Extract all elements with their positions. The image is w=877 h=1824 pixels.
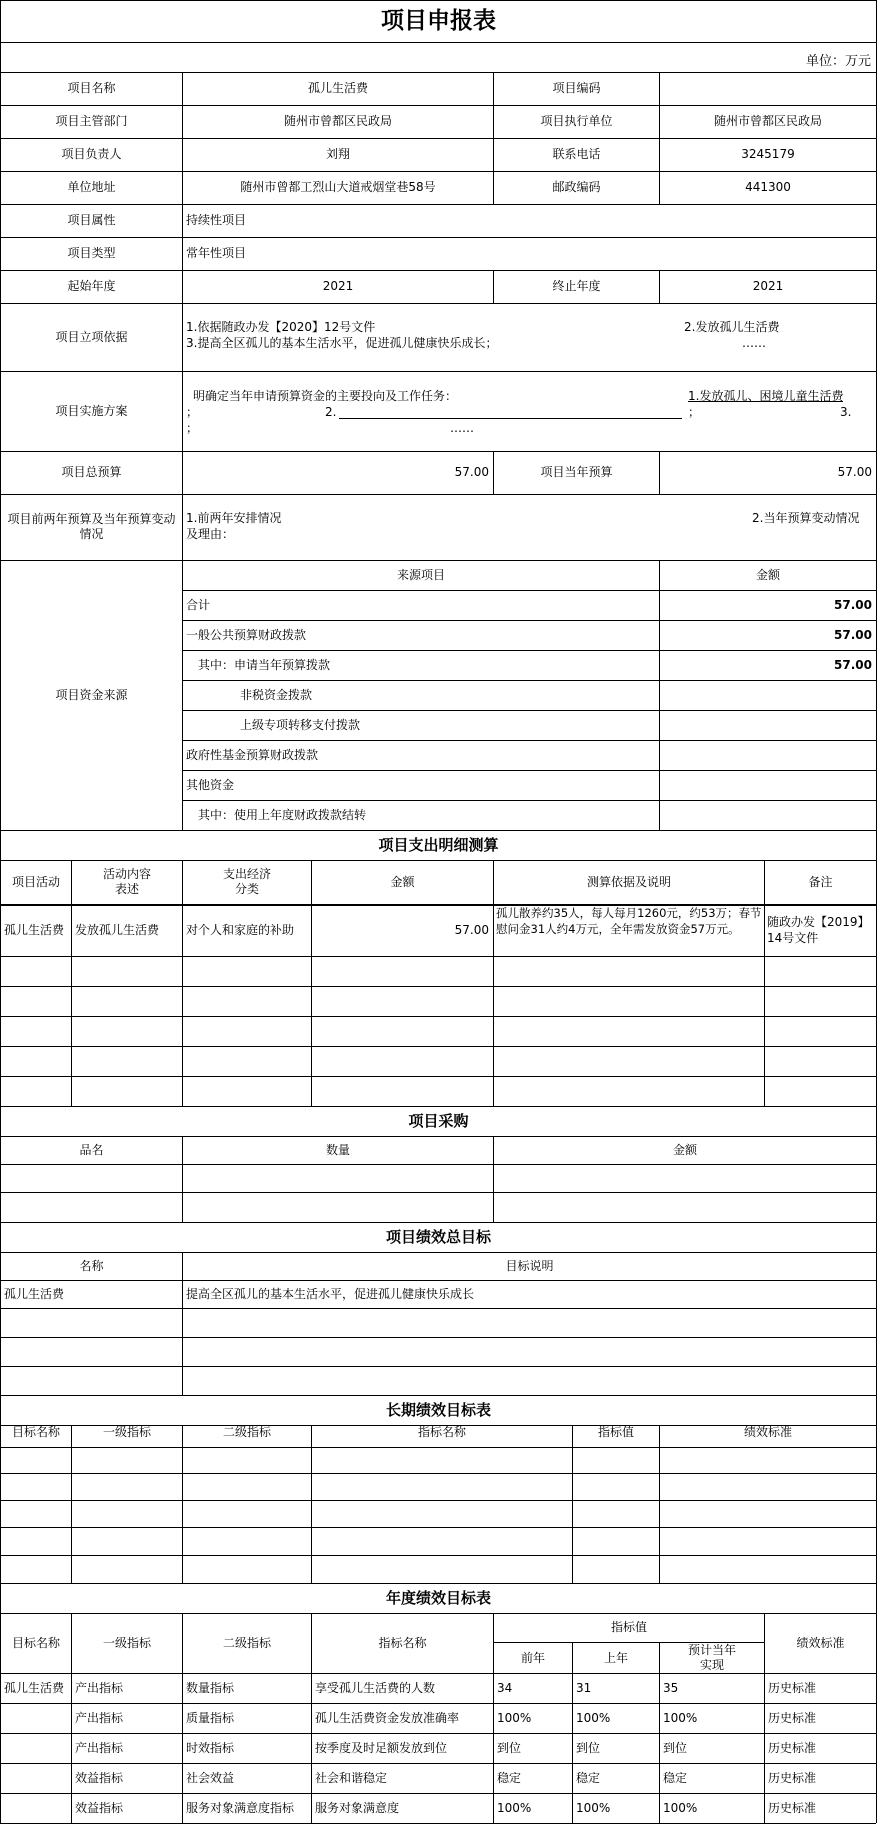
expense-content: 发放孤儿生活费 <box>75 922 160 937</box>
annual-cell-prev: 34 <box>497 1680 513 1695</box>
grid-hline <box>0 1192 876 1193</box>
project-code-label: 项目编码 <box>552 81 601 95</box>
basis-line2: 3.提高全区孤儿的基本生活水平，促进孤儿健康快乐成长； <box>186 336 498 350</box>
phone-label: 联系电话 <box>552 147 601 161</box>
expense-header-content: 活动内容 表述 <box>102 867 151 896</box>
address-value: 随州市曾都工烈山大道戒烟堂巷58号 <box>240 180 436 194</box>
basis-line1: 1.依据随政办发【2020】12号文件 <box>186 320 376 334</box>
expense-header-basis: 测算依据及说明 <box>586 874 671 889</box>
annual-cell-level1: 产出指标 <box>75 1710 124 1725</box>
annual-header-prev: 前年 <box>520 1650 545 1665</box>
plan-line2-a: ； <box>186 405 199 419</box>
prev-line2: 及理由： <box>186 527 235 541</box>
end-year-label: 终止年度 <box>552 279 601 293</box>
annual-cell-level2: 社会效益 <box>186 1770 235 1785</box>
annual-cell-target <box>1 1793 71 1823</box>
grid-hline <box>0 986 876 987</box>
funding-row-label: 上级专项转移支付拨款 <box>240 717 361 732</box>
funding-header-amount: 金额 <box>755 567 780 582</box>
project-name-value: 孤儿生活费 <box>307 81 368 95</box>
annual-cell-target: 孤儿生活费 <box>4 1680 65 1695</box>
funding-row-label: 其中：使用上年度财政拨款结转 <box>198 807 367 822</box>
expense-header-activity: 项目活动 <box>11 874 60 889</box>
annual-cell-last: 100% <box>576 1800 611 1815</box>
dept-label: 项目主管部门 <box>55 114 128 128</box>
attribute-label: 项目属性 <box>67 213 116 227</box>
project-name-label: 项目名称 <box>67 81 116 95</box>
expense-basis: 孤儿散养约35人，每人每月1260元，约53万；春节慰问金31人约4万元，全年需发放资金57万元。 <box>496 906 762 936</box>
funding-row-label: 其他资金 <box>186 777 235 792</box>
annual-cell-level1: 产出指标 <box>75 1740 124 1755</box>
goal-section-title: 项目绩效总目标 <box>385 1227 491 1246</box>
grid-hline <box>0 1555 876 1556</box>
annual-cell-prev: 稳定 <box>497 1770 522 1785</box>
annual-cell-prev: 到位 <box>497 1740 522 1755</box>
zip-label: 邮政编码 <box>552 180 601 194</box>
annual-header-standard: 绩效标准 <box>796 1635 845 1650</box>
long-term-section-title: 长期绩效目标表 <box>385 1400 491 1419</box>
type-value: 常年性项目 <box>186 246 247 260</box>
annual-cell-metric: 社会和谐稳定 <box>315 1770 388 1785</box>
funding-header-source: 来源项目 <box>396 567 445 582</box>
annual-cell-expected: 稳定 <box>663 1770 688 1785</box>
phone-value: 3245179 <box>741 147 795 161</box>
long-header-standard: 绩效标准 <box>743 1425 792 1439</box>
annual-cell-last: 到位 <box>576 1740 601 1755</box>
basis-label: 项目立项依据 <box>55 329 128 344</box>
long-header-value: 指标值 <box>597 1425 634 1439</box>
end-year-value: 2021 <box>752 279 784 293</box>
expense-header-remark: 备注 <box>808 874 833 889</box>
plan-line2-c: ； <box>688 405 701 419</box>
annual-cell-expected: 100% <box>663 1800 698 1815</box>
annual-cell-standard: 历史标准 <box>768 1740 817 1755</box>
annual-header-last: 上年 <box>603 1650 628 1665</box>
annual-cell-expected: 100% <box>663 1710 698 1725</box>
long-header-metric: 指标名称 <box>417 1425 466 1439</box>
funding-row-label: 一般公共预算财政拨款 <box>186 627 307 642</box>
annual-cell-target <box>1 1703 71 1733</box>
expense-header-amount: 金额 <box>390 874 415 889</box>
long-header-target: 目标名称 <box>11 1425 60 1439</box>
funding-row-label: 政府性基金预算财政拨款 <box>186 747 319 762</box>
purchase-header-name: 品名 <box>79 1142 104 1157</box>
funding-row-amount: 57.00 <box>834 657 872 672</box>
grid-hline <box>0 1447 876 1448</box>
plan-line2-d: 3. <box>840 405 852 419</box>
grid-hline <box>0 42 876 43</box>
annual-cell-level2: 时效指标 <box>186 1740 235 1755</box>
expense-section-title: 项目支出明细测算 <box>378 835 499 854</box>
long-header-level1: 一级指标 <box>102 1425 151 1439</box>
annual-cell-metric: 服务对象满意度 <box>315 1800 400 1815</box>
plan-label: 项目实施方案 <box>55 403 128 418</box>
grid-hline <box>0 1473 876 1474</box>
zip-value: 441300 <box>745 180 791 194</box>
plan-blank-underline <box>339 418 682 419</box>
address-label: 单位地址 <box>67 180 116 194</box>
annual-cell-standard: 历史标准 <box>768 1800 817 1815</box>
current-budget-value: 57.00 <box>837 465 872 479</box>
prev-budget-label: 项目前两年预算及当年预算变动情况 <box>7 512 176 541</box>
funding-label: 项目资金来源 <box>55 687 128 702</box>
grid-hline <box>0 1164 876 1165</box>
funding-row-amount <box>660 800 876 830</box>
funding-row-amount <box>660 770 876 800</box>
attribute-value: 持续性项目 <box>186 213 247 227</box>
expense-class: 对个人和家庭的补助 <box>186 922 295 937</box>
annual-cell-level1: 效益指标 <box>75 1770 124 1785</box>
funding-row-amount: 57.00 <box>834 627 872 642</box>
page-title: 项目申报表 <box>381 7 496 34</box>
funding-row-label: 其中：申请当年预算拨款 <box>198 657 331 672</box>
annual-header-level2: 二级指标 <box>222 1635 271 1650</box>
grid-hline <box>0 1046 876 1047</box>
annual-header-value: 指标值 <box>610 1620 647 1634</box>
grid-hline <box>0 1076 876 1077</box>
annual-cell-metric: 享受孤儿生活费的人数 <box>315 1680 436 1695</box>
grid-hline <box>0 1500 876 1501</box>
grid-hline <box>0 956 876 957</box>
annual-cell-target <box>1 1763 71 1793</box>
annual-cell-prev: 100% <box>497 1800 532 1815</box>
grid-hline <box>0 1308 876 1309</box>
annual-cell-metric: 孤儿生活费资金发放准确率 <box>315 1710 460 1725</box>
annual-cell-level2: 数量指标 <box>186 1680 235 1695</box>
goal-desc: 提高全区孤儿的基本生活水平，促进孤儿健康快乐成长 <box>186 1286 475 1301</box>
grid-hline <box>0 1366 876 1367</box>
grid-vline <box>572 1425 573 1583</box>
start-year-label: 起始年度 <box>67 279 116 293</box>
current-budget-label: 项目当年预算 <box>540 465 613 479</box>
basis-line2-right: …… <box>742 336 766 350</box>
funding-row-amount <box>660 680 876 710</box>
plan-line2-b: 2. <box>325 405 337 419</box>
plan-line1-right: 1.发放孤儿、困境儿童生活费 <box>688 389 844 403</box>
annual-cell-standard: 历史标准 <box>768 1710 817 1725</box>
grid-vline <box>659 1425 660 1583</box>
prev-line1: 1.前两年安排情况 <box>186 511 282 525</box>
annual-header-level1: 一级指标 <box>102 1635 151 1650</box>
funding-row-label: 合计 <box>186 597 211 612</box>
annual-cell-last: 100% <box>576 1710 611 1725</box>
leader-label: 项目负责人 <box>61 147 122 161</box>
annual-header-metric: 指标名称 <box>378 1635 427 1650</box>
annual-cell-expected: 35 <box>663 1680 679 1695</box>
annual-cell-expected: 到位 <box>663 1740 688 1755</box>
funding-row-amount <box>660 710 876 740</box>
annual-cell-prev: 100% <box>497 1710 532 1725</box>
annual-cell-level1: 产出指标 <box>75 1680 124 1695</box>
purchase-section-title: 项目采购 <box>408 1111 469 1130</box>
basis-line1-right: 2.发放孤儿生活费 <box>684 320 780 334</box>
grid-hline <box>0 1527 876 1528</box>
annual-cell-standard: 历史标准 <box>768 1680 817 1695</box>
total-budget-label: 项目总预算 <box>61 465 122 479</box>
expense-remark: 随政办发【2019】14号文件 <box>767 915 870 945</box>
grid-hline <box>0 1016 876 1017</box>
exec-unit-label: 项目执行单位 <box>540 114 613 128</box>
prev-line1-right: 2.当年预算变动情况 <box>752 511 860 525</box>
annual-cell-last: 稳定 <box>576 1770 601 1785</box>
plan-line3-b: …… <box>450 421 474 435</box>
annual-cell-level2: 质量指标 <box>186 1710 235 1725</box>
type-label: 项目类型 <box>67 246 116 260</box>
leader-value: 刘翔 <box>325 147 350 161</box>
grid-vline <box>182 1425 183 1583</box>
dept-value: 随州市曾都区民政局 <box>283 114 392 128</box>
expense-activity: 孤儿生活费 <box>4 922 65 937</box>
expense-header-class: 支出经济 分类 <box>222 867 271 896</box>
funding-row-amount: 57.00 <box>834 597 872 612</box>
annual-cell-metric: 按季度及时足额发放到位 <box>315 1740 448 1755</box>
unit-label: 单位：万元 <box>805 53 871 69</box>
start-year-value: 2021 <box>322 279 354 293</box>
annual-cell-level1: 效益指标 <box>75 1800 124 1815</box>
grid-vline <box>311 1425 312 1583</box>
plan-line3-a: ； <box>186 421 199 435</box>
project-code-value <box>660 72 876 105</box>
annual-cell-standard: 历史标准 <box>768 1770 817 1785</box>
annual-cell-last: 31 <box>576 1680 592 1695</box>
goal-header-name: 名称 <box>79 1258 104 1273</box>
funding-row-label: 非税资金拨款 <box>240 687 313 702</box>
purchase-header-amount: 金额 <box>672 1142 697 1157</box>
purchase-header-quantity: 数量 <box>325 1142 350 1157</box>
grid-vline <box>71 1425 72 1583</box>
grid-hline <box>0 1337 876 1338</box>
plan-line1: 明确定当年申请预算资金的主要投向及工作任务： <box>193 389 458 403</box>
long-header-level2: 二级指标 <box>222 1425 271 1439</box>
annual-section-title: 年度绩效目标表 <box>385 1588 491 1607</box>
annual-header-expected: 预计当年 实现 <box>687 1643 736 1672</box>
expense-amount: 57.00 <box>454 922 489 937</box>
funding-row-amount <box>660 740 876 770</box>
annual-header-target: 目标名称 <box>11 1635 60 1650</box>
annual-cell-level2: 服务对象满意度指标 <box>186 1800 295 1815</box>
goal-name: 孤儿生活费 <box>4 1286 65 1301</box>
total-budget-value: 57.00 <box>454 465 489 479</box>
exec-unit-value: 随州市曾都区民政局 <box>713 114 822 128</box>
annual-cell-target <box>1 1733 71 1763</box>
goal-header-desc: 目标说明 <box>505 1258 554 1273</box>
